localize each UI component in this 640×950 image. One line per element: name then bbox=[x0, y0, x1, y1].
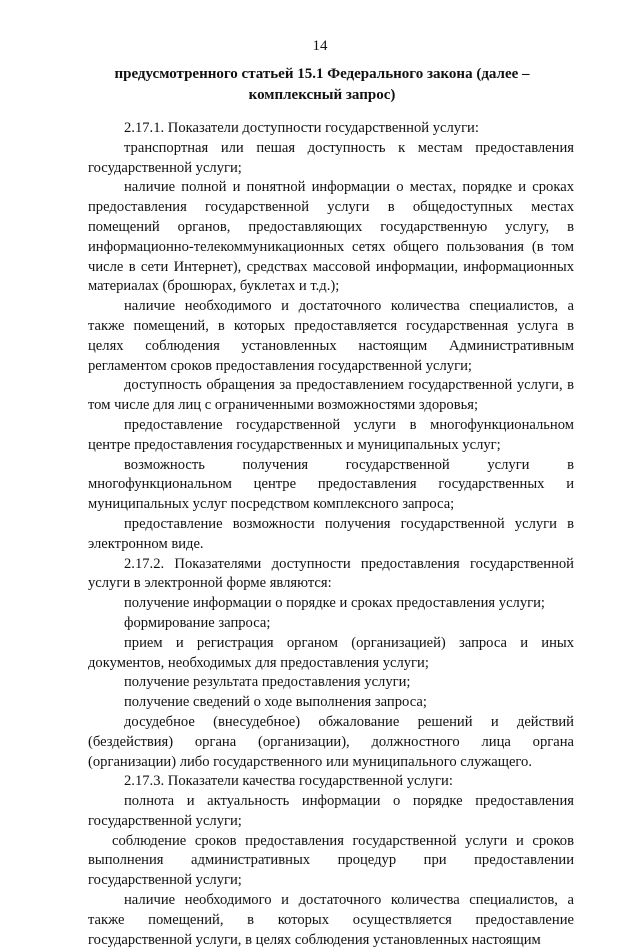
page-number: 14 bbox=[312, 38, 328, 54]
paragraph-info-completeness: полнота и актуальность информации о порядке предоставления государственной услуги; bbox=[88, 793, 574, 829]
document-body bbox=[88, 119, 574, 950]
paragraph-2-17-1-title: 2.17.1. Показатели доступности государственной услуги: bbox=[124, 120, 479, 136]
paragraph-result-receipt: получение результата предоставления услуги; bbox=[124, 674, 411, 691]
paragraph-progress-info: получение сведений о ходе выполнения запроса; bbox=[124, 694, 427, 711]
paragraph-2-17-2-title: 2.17.2. Показателями доступности предоставления государственной услуги в электронной форме являются: bbox=[88, 555, 574, 592]
paragraph-accessibility: доступность обращения за предоставлением государственной услуги, в том числе для лиц с ограниченными возможностями здоровья; bbox=[88, 377, 574, 414]
paragraph-mfc-complex-request: возможность получения государственной услуги в многофункциональном центре предоставления государственных и муниципальных услуг посредством комплексного запроса; bbox=[88, 456, 574, 513]
section-heading: предусмотренного статьей 15.1 Федерального закона (далее – комплексный запрос) bbox=[114, 66, 530, 103]
paragraph-info-availability: наличие полной и понятной информации о местах, порядке и сроках предоставления государственной услуги в общедоступных местах помещений органов, предоставляющих государственную услугу, в информационно-телекоммуникационных сетях общего пользования (в том числе в сети Интернет), средствах массовой информации, информационных материалах (брошюрах, буклетах и т.д.); bbox=[88, 179, 574, 295]
paragraph-transport-access: транспортная или пешая доступность к местам предоставления государственной услуги; bbox=[88, 139, 574, 176]
paragraph-info-procedure: получение информации о порядке и сроках предоставления услуги; bbox=[124, 595, 545, 612]
paragraph-appeal: досудебное (внесудебное) обжалование решений и действий (бездействия) органа (организации), должностного лица органа (организации) либо государственного или муниципального служащего. bbox=[88, 713, 574, 770]
paragraph-specialists: наличие необходимого и достаточного количества специалистов, а также помещений, в которых предоставляется государственная услуга в целях соблюдения установленных настоящим Административным регламентом сроков предоставления государственной услуги; bbox=[88, 298, 574, 374]
paragraph-2-17-3-title: 2.17.3. Показатели качества государственной услуги: bbox=[124, 773, 453, 790]
paragraph-deadline-compliance: соблюдение сроков предоставления государственной услуги и сроков выполнения административных процедур при предоставлении государственной услуги; bbox=[88, 832, 574, 889]
paragraph-mfc-provision: предоставление государственной услуги в многофункциональном центре предоставления государственных и муниципальных услуг; bbox=[88, 416, 574, 453]
paragraph-specialists-quality: наличие необходимого и достаточного количества специалистов, а также помещений, в которых осуществляется предоставление государственной услуги, в целях соблюдения установленных настоящим bbox=[88, 892, 574, 948]
paragraph-electronic-form: предоставление возможности получения государственной услуги в электронном виде. bbox=[88, 515, 574, 552]
paragraph-request-forming: формирование запроса; bbox=[124, 614, 271, 631]
paragraph-request-registration: прием и регистрация органом (организацией) запроса и иных документов, необходимых для предоставления услуги; bbox=[88, 634, 574, 671]
